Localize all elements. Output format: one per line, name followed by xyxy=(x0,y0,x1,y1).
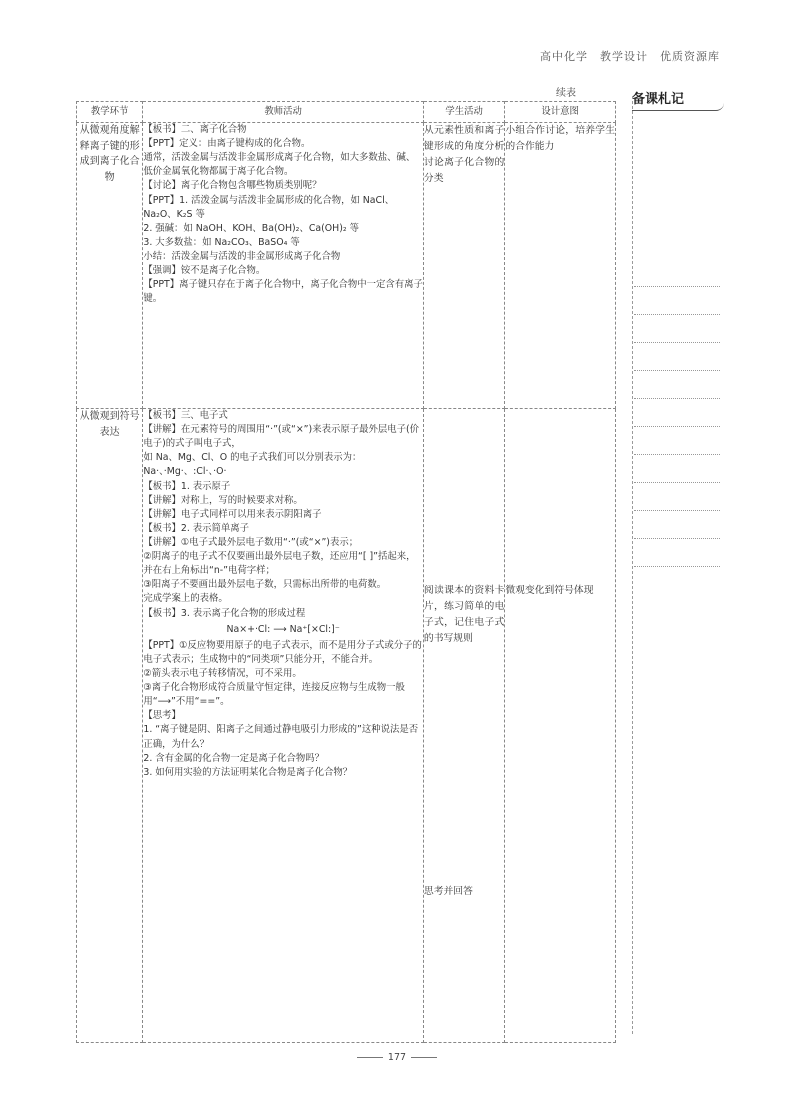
teacher-line: 2. 强碱：如 NaOH、KOH、Ba(OH)₂、Ca(OH)₂ 等 xyxy=(143,222,359,234)
note-line xyxy=(634,286,720,287)
page-number: 177 xyxy=(387,1052,407,1063)
continued-label: 续表 xyxy=(556,88,576,99)
note-line xyxy=(634,314,720,315)
table-header-row xyxy=(77,102,616,123)
side-panel-divider xyxy=(632,96,633,1034)
teacher-line: 【PPT】定义：由离子键构成的化合物。 xyxy=(143,138,311,150)
column-header: 教学环节 xyxy=(77,102,143,123)
teacher-line: 【板书】1. 表示原子 xyxy=(143,480,231,492)
teacher-line: 如 Na、Mg、Cl、O 的电子式我们可以分别表示为： xyxy=(143,452,362,464)
page-footer xyxy=(0,1052,794,1063)
note-line xyxy=(634,370,720,371)
stage-cell: 从微观角度解释离子键的形成到离子化合物 xyxy=(77,123,143,409)
teacher-line: ②箭头表示电子转移情况，可不采用。 xyxy=(143,667,302,679)
running-header: 高中化学 教学设计 优质资源库 xyxy=(540,50,720,63)
teacher-line: 【板书】二、离子化合物 xyxy=(143,124,247,135)
teacher-line: ③阳离子不要画出最外层电子数，只需标出所带的电荷数。 xyxy=(143,579,387,591)
table-row xyxy=(77,123,616,409)
formation-equation: Na×+·Cl: ⟶ Na⁺[×Cl:]⁻ xyxy=(226,623,340,635)
table-row xyxy=(77,409,616,1043)
teacher-line: 1. “离子键是阴、阳离子之间通过静电吸引力形成的”这种说法是否正确，为什么？ xyxy=(143,724,419,750)
teacher-line: 【讨论】离子化合物包含哪些物质类别呢？ xyxy=(143,180,322,192)
teacher-line: 3. 如何用实验的方法证明某化合物是离子化合物？ xyxy=(143,766,353,778)
note-line xyxy=(634,482,720,483)
lesson-plan-table xyxy=(76,101,616,1043)
student-activity-text: 思考并回答 xyxy=(423,885,473,897)
column-header: 教师活动 xyxy=(143,102,424,123)
teacher-activity-cell xyxy=(143,409,424,1043)
electron-formula-line: Na·、·Mg·、:Cl·、·O· xyxy=(143,466,227,478)
design-intent-text: 微观变化到符号体现 xyxy=(505,585,594,596)
teacher-line: 【讲解】对称上，写的时候要求对称。 xyxy=(143,494,303,506)
teacher-line: 【PPT】1. 活泼金属与活泼非金属形成的化合物，如 NaCl、Na₂O、K₂S 等 xyxy=(143,194,395,220)
teacher-line: 【讲解】①电子式最外层电子数用“·”(或“×”)表示； xyxy=(143,536,359,548)
teacher-line: 【讲解】在元素符号的周围用“·”(或“×”)来表示原子最外层电子(价电子)的式子叫电子式， xyxy=(143,424,419,450)
teacher-line: ③离子化合物形成符合质量守恒定律，连接反应物与生成物一般用“⟶”不用“==”。 xyxy=(143,682,405,708)
teacher-line: 完成学案上的表格。 xyxy=(143,593,228,605)
note-line xyxy=(634,426,720,427)
footer-rule xyxy=(411,1057,437,1058)
teacher-line: 通常，活泼金属与活泼非金属形成离子化合物，如大多数盐、碱、低价金属氧化物都属于离子化合物。 xyxy=(143,152,416,178)
teacher-line: 3. 大多数盐：如 Na₂CO₃、BaSO₄ 等 xyxy=(143,236,300,248)
design-intent-cell xyxy=(505,409,616,1043)
teacher-line: 【板书】2. 表示简单离子 xyxy=(143,522,250,534)
column-header: 设计意图 xyxy=(505,102,616,123)
note-line xyxy=(634,454,720,455)
note-line xyxy=(634,398,720,399)
note-line xyxy=(634,566,720,567)
teacher-line: 【强调】铵不是离子化合物。 xyxy=(143,265,266,277)
teacher-line: 【思考】 xyxy=(143,710,181,722)
side-panel-title: 备课札记 xyxy=(632,88,724,111)
teacher-activity-cell xyxy=(143,123,424,409)
teacher-line: 2. 含有金属的化合物一定是离子化合物吗？ xyxy=(143,752,325,764)
student-activity-text: 阅读课本的资料卡片，练习简单的电子式，记住电子式的书写规则 xyxy=(423,585,505,645)
teacher-line: 【PPT】离子键只存在于离子化合物中，离子化合物中一定含有离子键。 xyxy=(143,279,423,305)
note-line xyxy=(634,342,720,343)
teacher-line: 【讲解】电子式同样可以用来表示阴阳离子 xyxy=(143,508,322,520)
teacher-line: ②阴离子的电子式不仅要画出最外层电子数，还应用“[ ]”括起来，并在右上角标出“n-”电荷字样； xyxy=(143,551,416,577)
teacher-line: 小结：活泼金属与活泼的非金属形成离子化合物 xyxy=(143,250,341,262)
column-header: 学生活动 xyxy=(423,102,504,123)
note-line xyxy=(634,510,720,511)
footer-rule xyxy=(357,1057,383,1058)
student-activity-cell xyxy=(423,409,504,1043)
student-activity-cell: 从元素性质和离子键形成的角度分析讨论离子化合物的分类 xyxy=(423,123,504,409)
design-intent-cell: 小组合作讨论，培养学生的合作能力 xyxy=(505,123,616,409)
stage-cell: 从微观到符号表达 xyxy=(77,409,143,1043)
teacher-line: 【板书】3. 表示离子化合物的形成过程 xyxy=(143,607,306,619)
teacher-line: 【板书】三、电子式 xyxy=(143,410,228,421)
teacher-line: 【PPT】①反应物要用原子的电子式表示，而不是用分子式或分子的电子式表示；生成物中的“同类项”只能分开，不能合并。 xyxy=(143,639,422,665)
note-line xyxy=(634,538,720,539)
